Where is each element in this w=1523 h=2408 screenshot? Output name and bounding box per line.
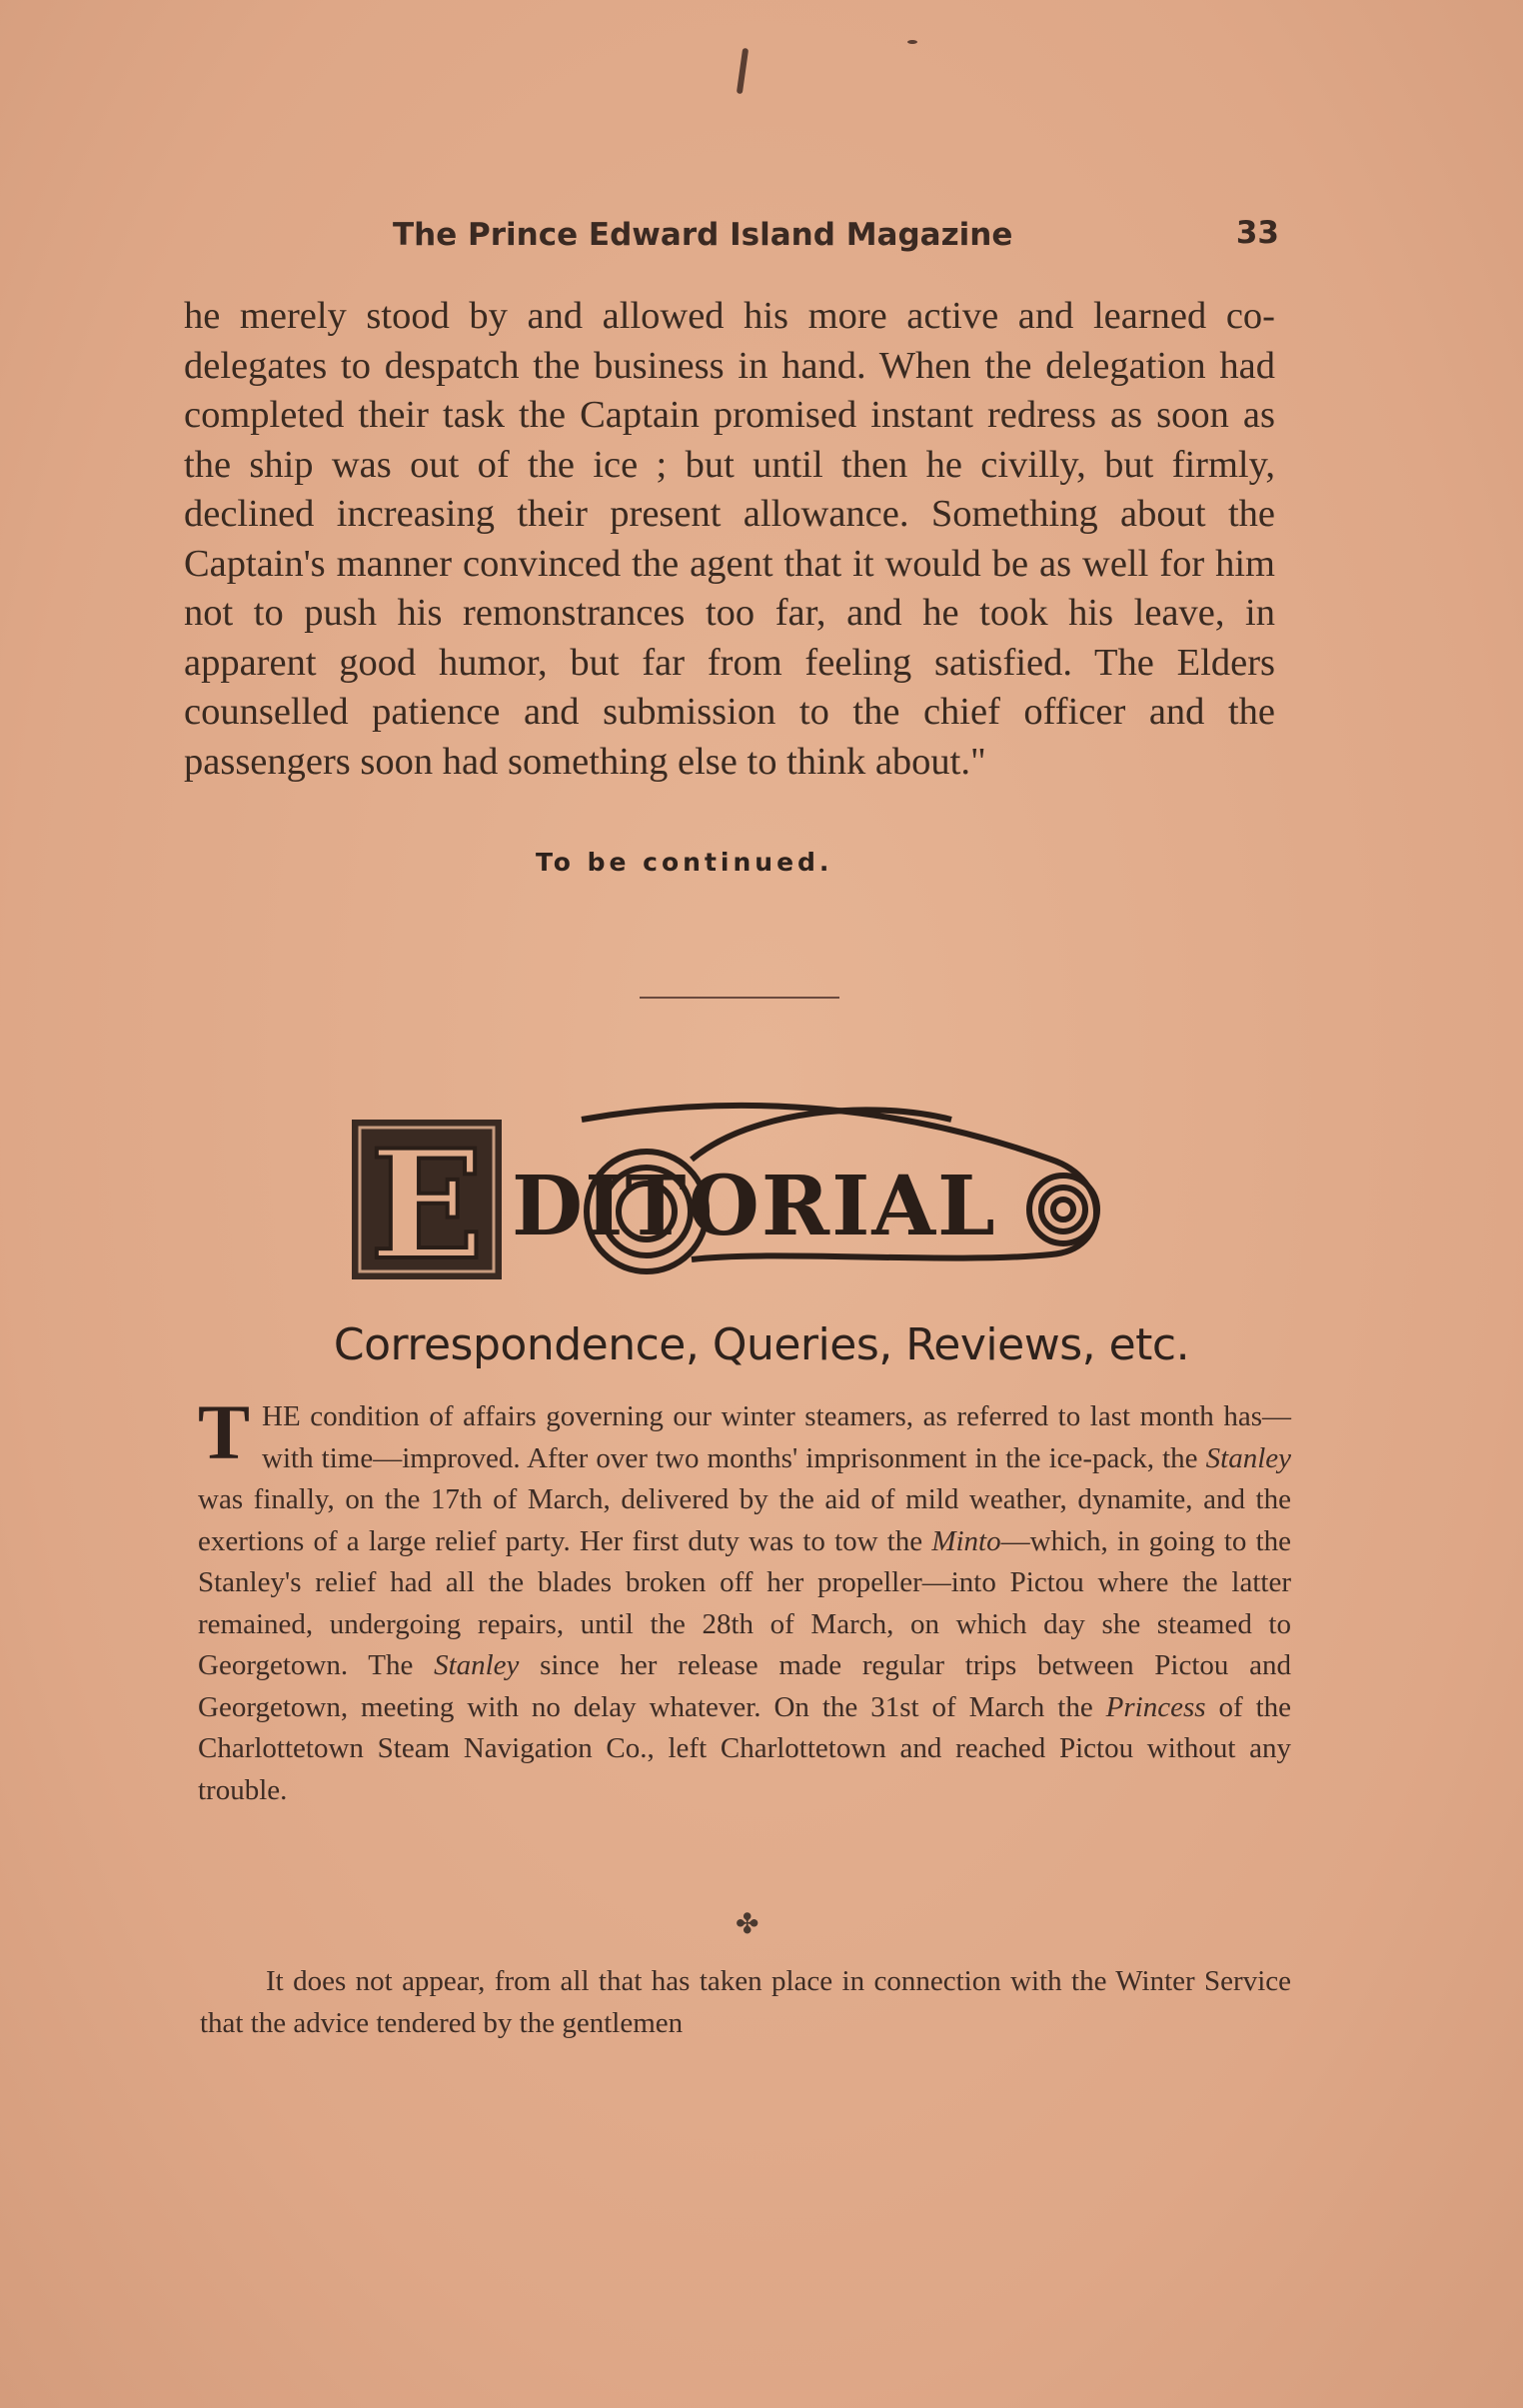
to-be-continued-note: To be continued. bbox=[536, 848, 833, 877]
editorial-paragraph-text bbox=[198, 1388, 1291, 1806]
article-continuation bbox=[184, 292, 1275, 787]
ship-name: Stanley bbox=[434, 1649, 520, 1681]
ink-speck bbox=[907, 40, 917, 44]
banner-initial: E bbox=[369, 1118, 485, 1293]
section-divider bbox=[640, 997, 839, 999]
editorial-body bbox=[198, 1388, 1291, 1811]
editorial-banner bbox=[352, 1100, 1141, 1299]
text-run: —which, in going to the Stanley's relief had all the blades broken off her propeller—into Pictou where the latter remained, undergoing repairs, until the 28th of March, on which day she steamed to Georgetown. The bbox=[198, 1524, 1291, 1681]
editorial-paragraph-2: It does not appear, from all that has taken place in connection with the Winter Service that the advice tendered by the gentlemen bbox=[200, 1965, 1291, 2039]
text-run: of the Charlottetown Steam Navigation Co., left Charlottetown and reached Pictou without any trouble. bbox=[198, 1690, 1291, 1806]
ink-speck bbox=[737, 48, 749, 94]
drop-cap: T bbox=[198, 1388, 251, 1475]
running-header bbox=[180, 212, 1279, 262]
ship-name: Stanley bbox=[1205, 1441, 1291, 1474]
magazine-title: The Prince Edward Island Magazine bbox=[393, 217, 1013, 253]
text-run: HE condition of affairs governing our winter steamers, as referred to last month has—with time—improved. After over two months' imprisonment in the ice-pack, the bbox=[262, 1400, 1291, 1474]
editorial-body-continued bbox=[200, 1961, 1291, 2044]
page-number: 33 bbox=[1235, 215, 1279, 251]
banner-letters: DITORIAL bbox=[512, 1159, 997, 1254]
ship-name: Minto bbox=[931, 1524, 1001, 1557]
ornament-icon: ✤ bbox=[736, 1907, 760, 1940]
ship-name: Princess bbox=[1105, 1690, 1206, 1723]
editorial-paragraph bbox=[198, 1388, 1291, 1811]
article-paragraph: he merely stood by and allowed his more active and learned co-delegates to despatch the business in hand. When the delegation had completed their task the Captain promised instant redress as soon as the ship was out of the ice ; but until then he civilly, but firmly, declined increasing their present allowance. Something about the Captain's manner convinced the agent that it would be as well for him not to push his remonstrances too far, and he took his leave, in apparent good humor, but far from feeling satisfied. The Elders counselled patience and submission to the chief officer and the passengers soon had something else to think about." bbox=[184, 295, 1275, 783]
section-subheading: Correspondence, Queries, Reviews, etc. bbox=[333, 1319, 1190, 1370]
text-run: since her release made regular trips between Pictou and Georgetown, meeting with no delay whatever. On the 31st of March the bbox=[198, 1649, 1291, 1723]
text-run: was finally, on the 17th of March, delivered by the aid of mild weather, dynamite, and the exertions of a large relief party. Her first duty was to tow the bbox=[198, 1483, 1291, 1557]
